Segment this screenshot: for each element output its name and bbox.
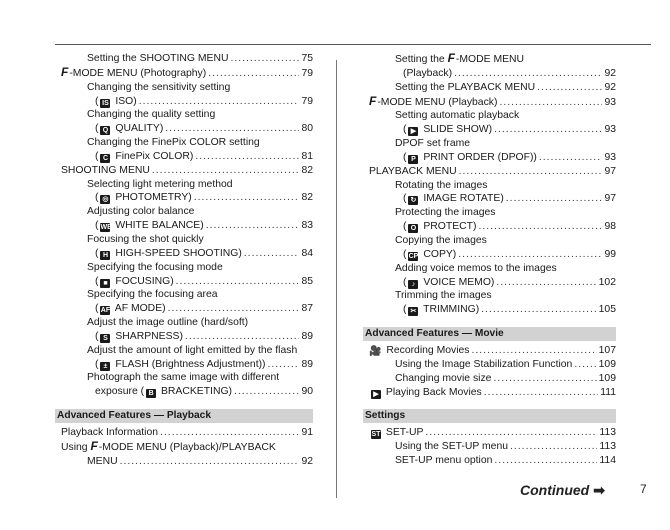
toc-entry [363, 262, 616, 276]
toc-entry [363, 276, 616, 290]
toc-entry [55, 261, 313, 275]
toc-entry-text [395, 138, 470, 149]
leader-dots [208, 67, 299, 81]
leader-dots [268, 358, 300, 372]
toc-page-number: 97 [604, 165, 616, 177]
leader-dots [234, 385, 299, 399]
focusing-icon: ■ [100, 279, 110, 288]
toc-entry-text [95, 122, 163, 136]
toc-entry-text [87, 109, 215, 120]
toc-entry [55, 330, 313, 344]
toc-entry-label: -MODE MENU (Photography) [69, 67, 207, 79]
toc-page-number: 81 [301, 150, 313, 162]
leader-dots [499, 96, 602, 110]
toc-entry-text [87, 372, 279, 383]
top-rule [55, 44, 651, 45]
toc-entry-label: Setting automatic playback [395, 110, 520, 122]
toc-entry-label: DPOF set frame [395, 138, 471, 150]
af-mode-icon: AF [100, 307, 111, 315]
toc-entry-label: Focusing the shot quickly [87, 233, 204, 245]
toc-entry-label: FinePix COLOR) [112, 150, 194, 162]
toc-entry [363, 165, 616, 179]
toc-entry-text [87, 137, 260, 148]
toc-entry [55, 178, 313, 192]
toc-entry [55, 219, 313, 233]
toc-entry [363, 454, 616, 468]
leader-dots [185, 330, 300, 344]
toc-entry-text [395, 180, 487, 191]
toc-entry [363, 358, 616, 372]
toc-entry [55, 66, 313, 81]
toc-entry-text [61, 164, 150, 178]
toc-entry-text [369, 95, 497, 110]
toc-entry-prefix: ( [95, 330, 99, 342]
toc-entry-label: SET-UP [383, 427, 424, 439]
toc-entry-prefix: ( [95, 358, 99, 370]
toc-entry-label: FLASH (Brightness Adjustment)) [112, 358, 266, 370]
toc-page-number: 114 [599, 455, 616, 467]
toc-entry [363, 303, 616, 317]
toc-entry-label: SLIDE SHOW) [420, 124, 493, 136]
leader-dots [168, 302, 300, 316]
toc-entry-prefix: ( [95, 123, 99, 135]
toc-entry [55, 52, 313, 66]
toc-entry [55, 358, 313, 372]
toc-entry [363, 95, 616, 110]
toc-entry-label: Setting the PLAYBACK MENU [395, 81, 536, 93]
toc-page-number: 98 [604, 221, 616, 233]
toc-entry-prefix: ( [95, 275, 99, 287]
leader-dots [458, 248, 602, 262]
leader-dots [139, 95, 300, 109]
toc-entry [55, 455, 313, 469]
toc-entry [55, 344, 313, 358]
toc-page-number: 105 [598, 304, 616, 316]
toc-page-number: 97 [604, 193, 616, 205]
toc-entry-prefix: Setting the [395, 54, 448, 65]
leader-dots [152, 164, 300, 178]
toc-entry-text [395, 358, 572, 372]
toc-page-number: 85 [301, 275, 313, 287]
toc-entry-label: TRIMMING) [420, 304, 480, 316]
leader-dots [244, 247, 300, 261]
finepix-color-icon: C [100, 154, 110, 163]
setup-icon: ST [371, 431, 381, 439]
toc-page-number: 89 [301, 330, 313, 342]
toc-entry [55, 385, 313, 399]
leader-dots [510, 440, 597, 454]
toc-entry-label: PHOTOMETRY) [112, 192, 192, 204]
movie-icon: 🎥 [369, 346, 382, 358]
toc-entry-text [87, 82, 230, 93]
leader-dots [195, 150, 299, 164]
toc-entry-prefix: ( [95, 150, 99, 162]
toc-entry [363, 426, 616, 440]
toc-entry [55, 191, 313, 205]
toc-entry-text [61, 66, 206, 81]
leader-dots [194, 191, 300, 205]
toc-entry-prefix: ( [403, 151, 407, 163]
toc-entry-text [95, 358, 266, 372]
f-mode-icon: F [90, 438, 98, 453]
toc-page-number: 75 [301, 53, 313, 64]
toc-entry-label: WHITE BALANCE) [112, 220, 204, 232]
toc-entry-label: Copying the images [395, 234, 487, 246]
toc-page-number: 83 [301, 220, 313, 232]
toc-entry-label: Adjust the amount of light emitted by the flash [87, 344, 298, 356]
leader-dots [481, 303, 597, 317]
toc-entry-text [95, 302, 166, 316]
toc-entry-text [403, 123, 492, 137]
toc-entry-label: Trimming the images [395, 290, 492, 302]
toc-entry [363, 289, 616, 303]
toc-entry-label: Changing the quality setting [87, 109, 216, 121]
toc-entry [55, 371, 313, 385]
toc-entry-text [369, 344, 470, 358]
leader-dots [574, 358, 596, 372]
toc-entry-prefix: ( [403, 248, 407, 260]
toc-entry-label: Rotating the images [395, 179, 488, 191]
quality-icon: Q [100, 126, 110, 135]
continued-text: Continued [520, 482, 590, 498]
toc-entry-text [369, 426, 423, 440]
toc-entry-label: Adjust the image outline (hard/soft) [87, 317, 249, 329]
toc-entry-text [395, 235, 487, 246]
toc-entry [363, 372, 616, 386]
toc-entry-label: SHOOTING MENU [61, 164, 150, 176]
toc-entry [55, 122, 313, 136]
toc-entry-text [87, 345, 297, 356]
toc-entry-text [87, 262, 223, 273]
toc-entry-label: (Playback) [403, 67, 453, 79]
toc-entry-text [87, 317, 248, 328]
iso-icon: IS [102, 99, 109, 107]
toc-page-number: 84 [301, 247, 313, 259]
toc-entry [55, 81, 313, 95]
leader-dots [494, 123, 602, 137]
toc-entry-text [95, 247, 242, 261]
toc-entry [363, 52, 616, 67]
leader-dots [472, 344, 597, 358]
f-mode-icon: F [447, 51, 455, 65]
toc-entry-label: Changing the sensitivity setting [87, 81, 231, 93]
toc-entry-label: Using the Image Stabilization Function [395, 358, 573, 370]
page-number: 7 [640, 482, 647, 496]
toc-entry-label: IMAGE ROTATE) [420, 193, 504, 205]
toc-entry-label: PLAYBACK MENU [369, 165, 457, 177]
leader-dots [120, 455, 300, 469]
toc-entry-label: PRINT ORDER (DPOF)) [420, 151, 537, 163]
leader-dots [176, 275, 300, 289]
toc-page-number: 79 [301, 67, 313, 79]
toc-entry-label: Selecting light metering method [87, 178, 233, 190]
right-arrow-icon: ➡ [593, 482, 605, 498]
toc-entry-label: Playback Information [61, 427, 159, 439]
toc-entry [55, 136, 313, 150]
toc-page-number: 92 [604, 67, 616, 79]
playback-icon: ▶ [371, 390, 381, 399]
leader-dots [494, 454, 597, 468]
toc-entry-label: -MODE MENU (Playback) [377, 96, 498, 108]
toc-entry [55, 205, 313, 219]
toc-entry [363, 151, 616, 165]
print-order-icon: P [408, 155, 418, 164]
toc-entry-text [61, 438, 276, 453]
toc-entry [55, 316, 313, 330]
toc-page-number: 92 [301, 455, 313, 467]
toc-entry-prefix: ( [95, 303, 99, 315]
toc-entry-label: Using the SET-UP menu [395, 441, 509, 453]
flash-icon: ± [100, 362, 110, 371]
toc-entry-text [95, 95, 137, 109]
toc-page-number: 109 [598, 372, 616, 384]
toc-entry-text [95, 385, 232, 399]
toc-entry-text [403, 276, 494, 290]
toc-page-number: 99 [604, 248, 616, 260]
toc-page-number: 82 [301, 192, 313, 204]
toc-entry-prefix: ( [403, 276, 407, 288]
toc-entry-text [369, 165, 457, 179]
toc-page-number: 79 [301, 95, 313, 107]
toc-entry [363, 179, 616, 193]
protect-icon: O [408, 224, 418, 233]
toc-page-number: 87 [301, 303, 313, 315]
toc-page-number: 92 [604, 81, 616, 93]
toc-page-number: 109 [598, 358, 616, 370]
toc-entry-label: BRACKETING) [158, 386, 232, 398]
toc-left-column [55, 52, 313, 469]
toc-entry-prefix: ( [95, 192, 99, 204]
toc-right-column [363, 52, 616, 468]
sharpness-icon: S [100, 334, 110, 343]
toc-entry-label: Changing movie size [395, 372, 492, 384]
toc-entry-prefix: ( [403, 221, 407, 233]
toc-entry [55, 164, 313, 178]
toc-entry-label: SHARPNESS) [112, 330, 183, 342]
white-balance-icon: WB [100, 224, 113, 232]
toc-entry-label: SET-UP menu option [395, 455, 493, 467]
toc-page-number: 113 [599, 427, 616, 439]
leader-dots [206, 219, 300, 233]
photometry-icon: ◎ [102, 196, 109, 204]
toc-entry-prefix: ( [403, 193, 407, 205]
leader-dots [165, 122, 299, 136]
toc-entry [363, 81, 616, 95]
section-heading: Advanced Features — Movie [363, 327, 616, 341]
toc-entry [363, 234, 616, 248]
toc-entry-label: VOICE MEMO) [420, 276, 495, 288]
toc-entry-label: -MODE MENU [455, 54, 525, 65]
toc-entry-text [95, 150, 193, 164]
toc-page-number: 113 [599, 441, 616, 453]
toc-entry-text [95, 275, 174, 289]
image-rotate-icon: ↻ [408, 196, 418, 205]
toc-entry-text [395, 372, 491, 386]
toc-page-number: 82 [301, 164, 313, 176]
continued-label [520, 482, 605, 499]
toc-entry-text [61, 426, 158, 440]
section-heading: Advanced Features — Playback [55, 409, 313, 423]
toc-entry [363, 220, 616, 234]
toc-entry-text [403, 303, 479, 317]
leader-dots [478, 220, 602, 234]
toc-entry-label: FOCUSING) [112, 275, 174, 287]
toc-entry [363, 440, 616, 454]
column-divider [336, 60, 337, 498]
toc-entry [363, 137, 616, 151]
leader-dots [454, 67, 602, 81]
leader-dots [539, 151, 603, 165]
toc-entry-text [395, 440, 508, 454]
toc-entry-label: COPY) [420, 248, 457, 260]
toc-page-number: 93 [604, 124, 616, 136]
toc-entry-label: Protecting the images [395, 207, 496, 219]
toc-entry-text [395, 81, 535, 95]
toc-entry-text [403, 67, 452, 81]
toc-entry-prefix: ( [403, 304, 407, 316]
toc-entry-text [403, 248, 456, 262]
toc-entry [363, 206, 616, 220]
toc-entry-label: MENU [87, 455, 118, 467]
toc-page-number: 102 [598, 276, 616, 288]
toc-entry-label: ISO) [112, 95, 137, 107]
toc-entry-text [87, 455, 118, 469]
toc-entry-text [395, 207, 496, 218]
high-speed-shooting-icon: H [100, 251, 110, 260]
toc-entry [55, 233, 313, 247]
toc-entry-prefix: exposure ( [95, 386, 145, 398]
toc-entry-text [403, 220, 476, 234]
toc-entry-text [87, 52, 228, 66]
toc-entry-text [369, 386, 482, 400]
toc-entry-text [395, 290, 492, 301]
toc-entry-prefix: Using [61, 441, 91, 453]
toc-entry-text [403, 192, 504, 206]
toc-entry-label: HIGH-SPEED SHOOTING) [112, 247, 242, 259]
toc-page-number: 89 [301, 358, 313, 370]
toc-entry-text [395, 51, 525, 65]
leader-dots [493, 372, 596, 386]
leader-dots [459, 165, 603, 179]
toc-page-number: 90 [301, 386, 313, 398]
leader-dots [425, 426, 597, 440]
toc-entry-text [95, 191, 192, 205]
leader-dots [537, 81, 602, 95]
toc-entry-text [87, 206, 194, 217]
leader-dots [160, 426, 299, 440]
toc-page-number: 107 [598, 345, 616, 357]
toc-entry [363, 67, 616, 81]
voice-memo-icon: ♪ [408, 280, 418, 289]
toc-entry [55, 150, 313, 164]
toc-entry-label: Playing Back Movies [383, 386, 482, 398]
toc-entry-text [87, 179, 233, 190]
toc-entry-text [95, 219, 204, 233]
toc-entry-text [395, 454, 492, 468]
f-mode-icon: F [61, 64, 69, 79]
toc-page-number: 111 [600, 386, 616, 398]
toc-entry-label: Recording Movies [383, 345, 470, 357]
toc-entry-label: Adding voice memos to the images [395, 262, 557, 274]
toc-page-number: 80 [301, 123, 313, 135]
toc-entry-label: Specifying the focusing area [87, 289, 218, 301]
toc-entry [363, 386, 616, 400]
f-mode-icon: F [369, 93, 377, 108]
toc-entry-prefix: ( [95, 95, 99, 107]
toc-entry [55, 440, 313, 455]
toc-entry [363, 248, 616, 262]
toc-entry-text [395, 110, 519, 121]
toc-entry-label: Setting the SHOOTING MENU [87, 53, 229, 64]
toc-entry-prefix: ( [95, 220, 99, 232]
toc-entry-label: Adjusting color balance [87, 206, 195, 218]
toc-entry [55, 108, 313, 122]
toc-entry [363, 109, 616, 123]
toc-entry-label: -MODE MENU (Playback)/PLAYBACK [98, 441, 276, 453]
toc-entry-label: AF MODE) [112, 303, 166, 315]
leader-dots [506, 192, 603, 206]
toc-page-number: 93 [604, 151, 616, 163]
toc-entry-text [87, 234, 204, 245]
toc-entry-text [395, 263, 557, 274]
leader-dots [484, 386, 598, 400]
leader-dots [496, 276, 596, 290]
toc-entry [363, 344, 616, 358]
toc-page-number: 93 [604, 96, 616, 108]
toc-entry-label: QUALITY) [112, 123, 164, 135]
section-heading: Settings [363, 409, 616, 423]
toc-entry-label: PROTECT) [420, 221, 477, 233]
toc-entry-prefix: ( [403, 124, 407, 136]
slide-show-icon: ▶ [408, 127, 418, 136]
toc-entry-label: Specifying the focusing mode [87, 261, 223, 273]
bracketing-icon: B [146, 389, 156, 398]
toc-entry-text [95, 330, 183, 344]
toc-entry-text [87, 289, 218, 300]
copy-icon: CP [408, 252, 419, 260]
toc-entry-label: Changing the FinePix COLOR setting [87, 137, 260, 149]
toc-entry [55, 275, 313, 289]
toc-entry [363, 123, 616, 137]
trimming-icon: ✂ [408, 307, 418, 316]
toc-entry-text [403, 151, 537, 165]
toc-entry-label: Photograph the same image with different [87, 372, 280, 384]
toc-entry [363, 192, 616, 206]
toc-entry [55, 426, 313, 440]
toc-entry [55, 302, 313, 316]
toc-entry-prefix: ( [95, 247, 99, 259]
toc-entry [55, 288, 313, 302]
toc-entry [55, 247, 313, 261]
toc-entry [55, 95, 313, 109]
toc-page-number: 91 [301, 427, 313, 439]
leader-dots [230, 52, 299, 66]
